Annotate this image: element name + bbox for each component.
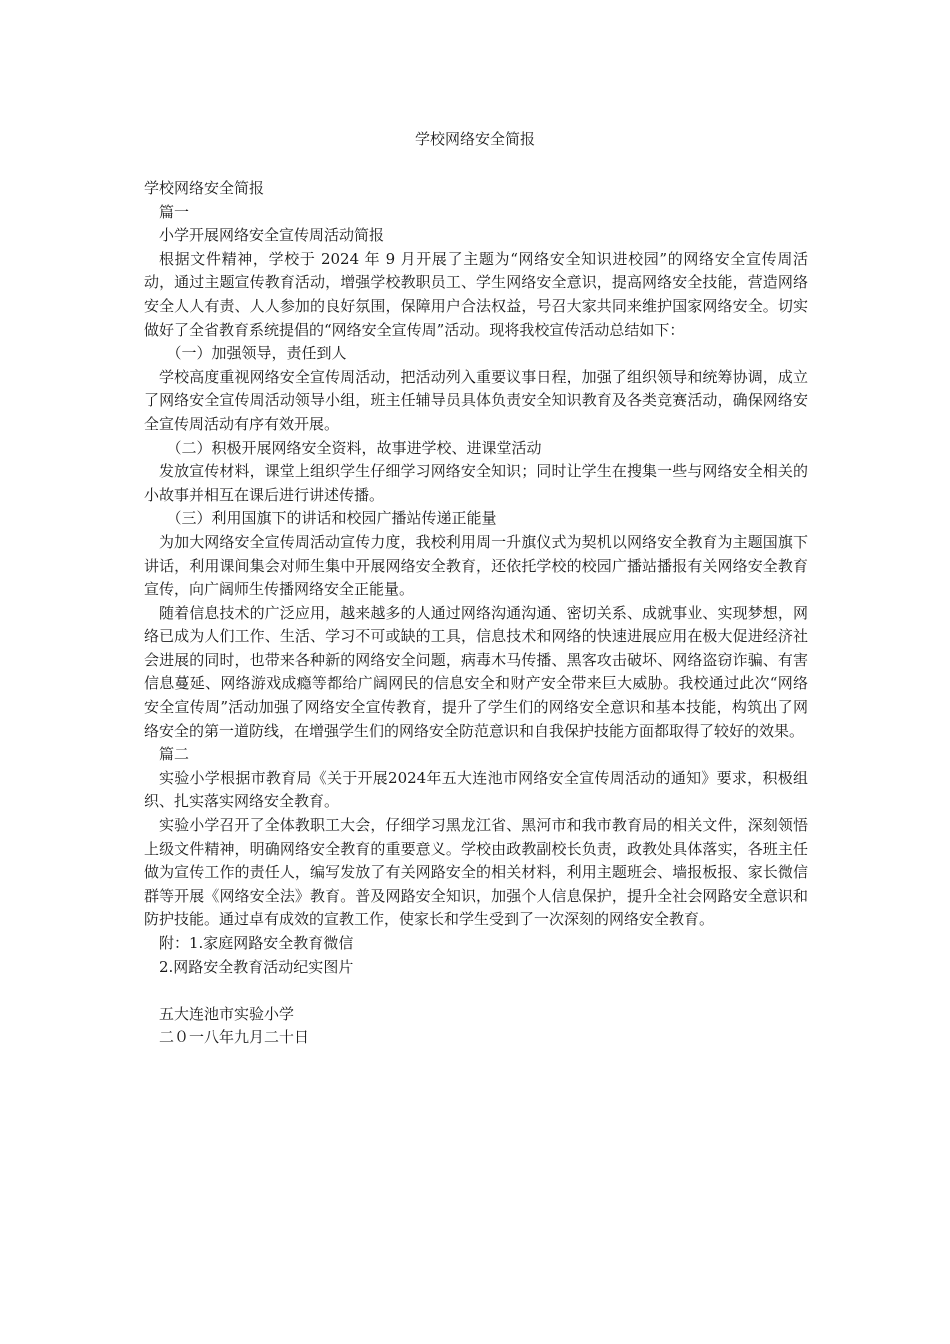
part1-subtitle: 小学开展网络安全宣传周活动简报: [159, 226, 385, 245]
section3-heading: （三）利用国旗下的讲话和校园广播站传递正能量: [166, 509, 497, 528]
section1-text: 学校高度重视网络安全宣传周活动，把活动列入重要议事日程，加强了组织领导和统筹协调，成立了网络安全宣传周活动领导小组，班主任辅导员具体负责安全知识教育及各类竞赛活动，确保网络安全宣传周活动有序有效开展。: [144, 367, 808, 433]
section3-text: 为加大网络安全宣传周活动宣传力度，我校利用周一升旗仪式为契机以网络安全教育为主题国旗下讲话，利用课间集会对师生集中开展网络安全教育，还依托学校的校园广播站播报有关网络安全教育宣传，向广阔师生传播网络安全正能量。: [144, 532, 808, 599]
part1-conclusion: 随着信息技术的广泛应用，越来越多的人通过网络沟通沟通、密切关系、成就事业、实现梦想，网络已成为人们工作、生活、学习不可或缺的工具，信息技术和网络的快速进展应用在极大促进经济社会进展的同时，也带来各种新的网络安全问题，病毒木马传播、黑客攻击破坏、网络盗窃诈骗、有害信息蔓延、网络游戏成瘾等都给广阔网民的信息安全和财产安全带来巨大威胁。我校通过此次“网络安全宣传周”活动加强了网络安全宣传教育，提升了学生们的网络安全意识和基本技能，构筑出了网络安全的第一道防线，在增强学生们的网络安全防范意识和自我保护技能方面都取得了较好的效果。: [144, 603, 808, 740]
document-heading: 学校网络安全简报: [144, 179, 265, 197]
document-title: 学校网络安全简报: [414, 130, 535, 148]
signature-organization: 五大连池市实验小学: [159, 1004, 295, 1023]
signature-date: 二０一八年九月二十日: [159, 1028, 310, 1047]
section2-heading: （二）积极开展网络安全资料，故事进学校、进课堂活动: [166, 438, 542, 457]
part1-label: 篇一: [159, 202, 190, 221]
attachment-1: 附：1.家庭网路安全教育微信: [159, 934, 354, 952]
part2-para2: 实验小学召开了全体教职工大会，仔细学习黑龙江省、黑河市和我市教育局的相关文件，深刻领悟上级文件精神，明确网络安全教育的重要意义。学校由政教副校长负责，政教处具体落实，各班主任做为宣传工作的责任人，编写发放了有关网路安全的相关材料，利用主题班会、墙报板报、家长微信群等开展《网络安全法》教育。普及网路安全知识，加强个人信息保护，提升全社会网路安全意识和防护技能。通过卓有成效的宣教工作，使家长和学生受到了一次深刻的网络安全教育。: [144, 816, 808, 929]
part1-intro: 根据文件精神，学校于 2024 年 9 月开展了主题为“网络安全知识进校园”的网络安全宣传周活动，通过主题宣传教育活动，增强学校教职员工、学生网络安全意识，提高网络安全技能，营造网络安全人人有责、人人参加的良好氛围，保障用户合法权益，号召大家共同来维护国家网络安全。切实做好了全省教育系统提倡的“网络安全宣传周”活动。现将我校宣传活动总结如下：: [144, 249, 808, 339]
section1-heading: （一）加强领导，责任到人: [166, 344, 347, 363]
document-body: [144, 177, 808, 1050]
part2-label: 篇二: [159, 745, 190, 764]
part2-para1: 实验小学根据市教育局《关于开展2024年五大连池市网络安全宣传周活动的通知》要求，积极组织、扎实落实网络安全教育。: [144, 768, 808, 811]
attachment-2: 2.网路安全教育活动纪实图片: [159, 957, 354, 976]
blank-line: [144, 979, 808, 1003]
section2-text: 发放宣传材料，课堂上组织学生仔细学习网络安全知识；同时让学生在搜集一些与网络安全相关的小故事并相互在课后进行讲述传播。: [144, 462, 808, 504]
